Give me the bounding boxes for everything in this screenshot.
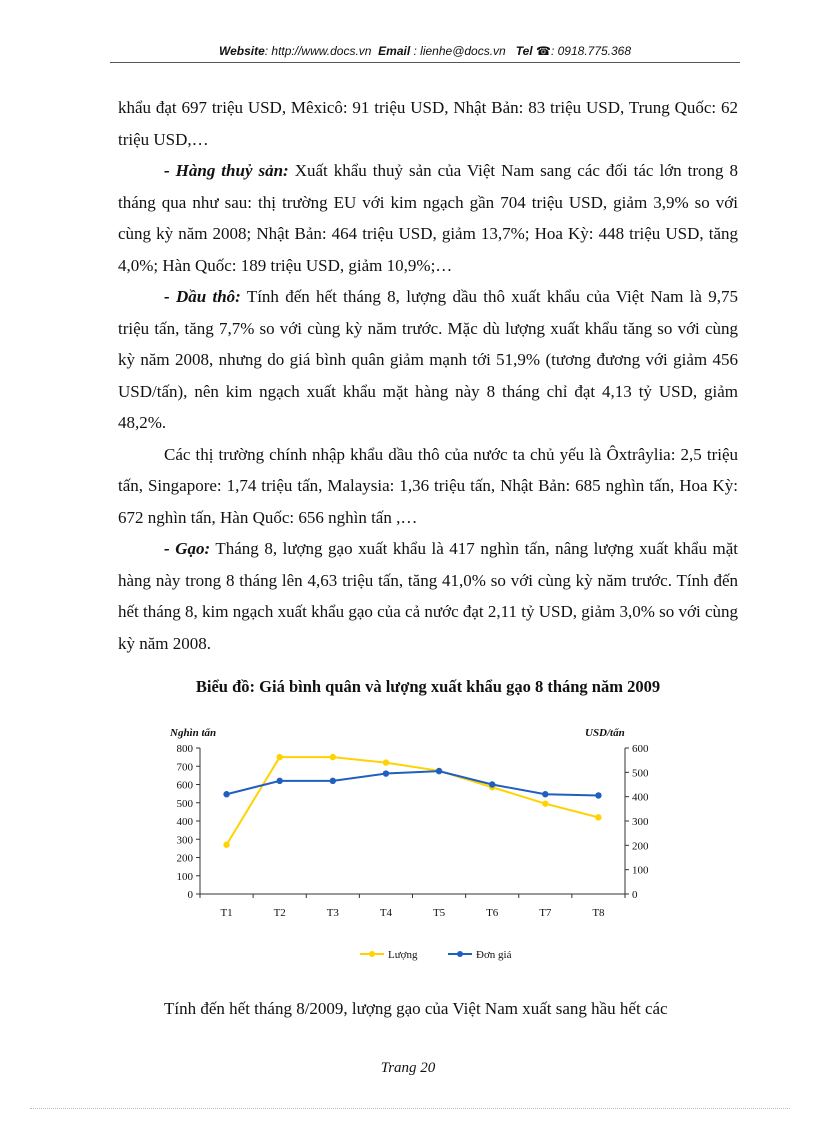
- x-tick-label: T8: [592, 907, 605, 919]
- tel-label: Tel: [515, 44, 533, 58]
- volume-point: [330, 754, 336, 760]
- chart-title: Biểu đồ: Giá bình quân và lượng xuất khẩu gạo 8 tháng năm 2009: [195, 677, 661, 696]
- unit-price-point: [223, 791, 229, 797]
- left-tick-label: 400: [176, 816, 193, 828]
- volume-point: [595, 814, 601, 820]
- phone-icon: ☎: [536, 44, 551, 58]
- unit-price-point: [276, 778, 282, 784]
- email-value: : lienhe@docs.vn: [413, 44, 506, 58]
- volume-legend-label: Lượng: [388, 949, 418, 961]
- paragraph-oil-markets: Các thị trường chính nhập khẩu dầu thô của nước ta chủ yếu là Ôxtrâylia: 2,5 triệu tấn, Singapore: 1,74 triệu tấn, Malaysia: 1,36 triệu tấn, Nhật Bản: 685 nghìn tấn, Hoa Kỳ: 672 nghìn tấn, Hàn Quốc: 656 nghìn tấn ,…: [118, 444, 738, 527]
- rice-export-chart: [130, 718, 670, 968]
- volume-point: [383, 759, 389, 765]
- paragraph-seafood: [118, 155, 738, 281]
- paragraph-export-continued: khẩu đạt 697 triệu USD, Mêxicô: 91 triệu USD, Nhật Bản: 83 triệu USD, Trung Quốc: 62 triệu USD,…: [118, 98, 738, 149]
- right-tick-label: 600: [632, 743, 649, 755]
- volume-series-line: [227, 757, 599, 845]
- x-tick-label: T2: [273, 907, 286, 919]
- rice-heading: - Gạo:: [164, 539, 211, 558]
- volume-legend-marker: [369, 951, 375, 957]
- paragraph-rice: [118, 533, 738, 659]
- website-value: : http://www.docs.vn: [264, 44, 372, 58]
- right-tick-label: 0: [632, 889, 638, 901]
- left-axis-title: Nghìn tấn: [170, 727, 217, 739]
- left-tick-label: 600: [176, 779, 193, 792]
- left-tick-label: 500: [176, 797, 193, 810]
- crude-oil-text: Tính đến hết tháng 8, lượng dầu thô xuất khẩu của Việt Nam là 9,75 triệu tấn, tăng 7,7% so với cùng kỳ năm trước. Mặc dù lượng xuất khẩu tăng so với cùng kỳ năm 2008, nhưng do giá bình quân giảm mạnh tới 51,9% (tương đương với giảm 456 USD/tấn), nên kim ngạch xuất khẩu mặt hàng này 8 tháng chỉ đạt 4,13 tỷ USD, giảm 48,2%.: [118, 287, 738, 432]
- tel-value: : 0918.775.368: [550, 44, 632, 58]
- left-tick-label: 800: [176, 743, 193, 755]
- rice-text: Tháng 8, lượng gạo xuất khẩu là 417 nghìn tấn, nâng lượng xuất khẩu mặt hàng này trong 8 tháng lên 4,63 triệu tấn, tăng 41,0% so với cùng kỳ năm trước. Tính đến hết tháng 8, kim ngạch xuất khẩu gạo của cả nước đạt 2,11 tỷ USD, giảm 3,0% so với cùng kỳ năm 2008.: [118, 539, 739, 653]
- unit-price-point: [542, 791, 548, 797]
- unit-price-legend-marker: [457, 951, 463, 957]
- unit-price-point: [383, 770, 389, 776]
- x-tick-label: T5: [432, 907, 446, 919]
- x-tick-label: T4: [379, 907, 393, 919]
- left-tick-label: 200: [176, 852, 193, 865]
- left-tick-label: 0: [187, 889, 193, 901]
- unit-price-legend-label: Đơn giá: [476, 949, 512, 961]
- paragraph-crude-oil: [118, 281, 738, 439]
- unit-price-point: [489, 781, 495, 787]
- unit-price-point: [436, 768, 442, 774]
- crude-oil-heading: - Dầu thô:: [164, 287, 241, 306]
- left-tick-label: 700: [176, 761, 193, 774]
- right-tick-label: 400: [632, 791, 649, 804]
- unit-price-point: [595, 792, 601, 798]
- seafood-text: Xuất khẩu thuỷ sản của Việt Nam sang các đối tác lớn trong 8 tháng qua như sau: thị trường EU với kim ngạch gần 704 triệu USD, giảm 3,9% so với cùng kỳ năm 2008; Nhật Bản: 464 triệu USD, giảm 13,7%; Hoa Kỳ: 448 triệu USD, tăng 4,0%; Hàn Quốc: 189 triệu USD, giảm 10,9%;…: [118, 161, 739, 275]
- right-axis-title: USD/tấn: [585, 727, 625, 739]
- right-tick-label: 500: [632, 767, 649, 780]
- website-label: Website: [218, 44, 265, 58]
- x-tick-label: T6: [486, 907, 499, 919]
- unit-price-point: [330, 778, 336, 784]
- email-label: Email: [378, 44, 411, 58]
- left-tick-label: 100: [176, 870, 193, 883]
- x-tick-label: T3: [326, 907, 339, 919]
- right-tick-label: 200: [632, 840, 649, 853]
- volume-point: [542, 800, 548, 806]
- page-header: [110, 44, 740, 58]
- volume-point: [223, 842, 229, 848]
- header-divider: [110, 62, 740, 63]
- seafood-heading: - Hàng thuỷ sản:: [164, 161, 289, 180]
- x-tick-label: T7: [539, 907, 552, 919]
- page-number: Trang 20: [380, 1060, 436, 1076]
- volume-point: [276, 754, 282, 760]
- document-body: [118, 92, 738, 659]
- right-tick-label: 300: [632, 816, 649, 828]
- right-tick-label: 100: [632, 864, 649, 877]
- x-tick-label: T1: [220, 907, 233, 919]
- paragraph-rice-destinations: Tính đến hết tháng 8/2009, lượng gạo của Việt Nam xuất sang hầu hết các: [164, 999, 668, 1018]
- unit-price-series-line: [227, 771, 599, 795]
- left-tick-label: 300: [176, 834, 193, 847]
- bottom-divider: [30, 1108, 790, 1109]
